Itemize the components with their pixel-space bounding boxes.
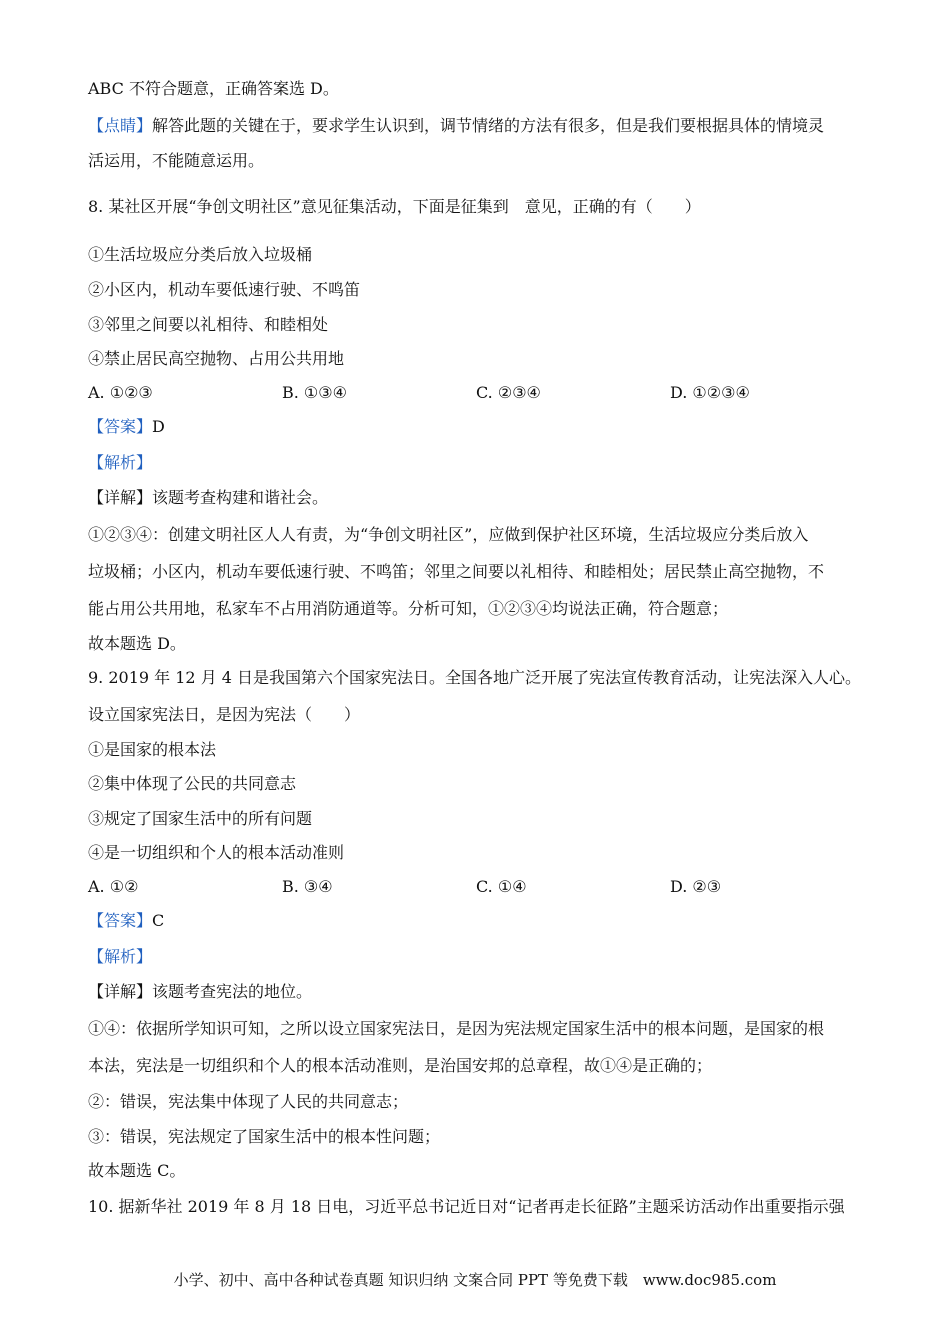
q8-jiexi-tag: 【解析】 bbox=[88, 453, 153, 472]
q8-option-c: C. ②③④ bbox=[476, 383, 541, 402]
dianjing-tag: 【点睛】 bbox=[88, 116, 153, 135]
q9-statement-3: ③规定了国家生活中的所有问题 bbox=[88, 809, 313, 828]
q8-statement-4: ④禁止居民高空抛物、占用公共用地 bbox=[88, 349, 345, 368]
answer-value: D bbox=[152, 417, 165, 436]
q9-detail bbox=[88, 981, 312, 1003]
question-8-stem: 8. 某社区开展“争创文明社区”意见征集活动，下面是征集到 意见，正确的有（ ） bbox=[88, 197, 701, 216]
q8-option-b: B. ①③④ bbox=[282, 383, 347, 402]
q9-explanation-4: ③：错误，宪法规定了国家生活中的根本性问题； bbox=[88, 1127, 441, 1146]
q8-option-a: A. ①②③ bbox=[88, 383, 153, 402]
q8-statement-1: ①生活垃圾应分类后放入垃圾桶 bbox=[88, 245, 313, 264]
q9-statement-4: ④是一切组织和个人的根本活动准则 bbox=[88, 843, 345, 862]
q9-option-c: C. ①④ bbox=[476, 877, 527, 896]
q8-option-d: D. ①②③④ bbox=[670, 383, 750, 402]
q9-jiexi-tag: 【解析】 bbox=[88, 947, 153, 966]
text-line: 活运用，不能随意运用。 bbox=[88, 151, 265, 170]
q8-explanation-3: 能占用公共用地，私家车不占用消防通道等。分析可知，①②③④均说法正确，符合题意； bbox=[88, 599, 729, 618]
answer-value: C bbox=[152, 911, 165, 930]
q9-statement-2: ②集中体现了公民的共同意志 bbox=[88, 774, 297, 793]
answer-tag: 【答案】 bbox=[88, 911, 153, 930]
question-10-stem: 10. 据新华社 2019 年 8 月 18 日电，习近平总书记近日对“记者再走长征路”主题采访活动作出重要指示强 bbox=[88, 1197, 845, 1216]
q9-options bbox=[88, 876, 868, 898]
q8-conclusion: 故本题选 D。 bbox=[88, 634, 186, 653]
detail-tag: 【详解】 bbox=[88, 488, 153, 507]
detail-tag: 【详解】 bbox=[88, 982, 153, 1001]
dianjing-text: 解答此题的关键在于，要求学生认识到，调节情绪的方法有很多，但是我们要根据具体的情境灵 bbox=[152, 116, 825, 135]
detail-text: 该题考查宪法的地位。 bbox=[152, 982, 313, 1001]
q9-option-b: B. ③④ bbox=[282, 877, 333, 896]
q9-option-d: D. ②③ bbox=[670, 877, 722, 896]
question-9-stem-cont: 设立国家宪法日，是因为宪法（ ） bbox=[88, 705, 361, 724]
detail-text: 该题考查构建和谐社会。 bbox=[152, 488, 329, 507]
q8-statement-2: ②小区内，机动车要低速行驶、不鸣笛 bbox=[88, 280, 361, 299]
q8-explanation-2: 垃圾桶；小区内，机动车要低速行驶、不鸣笛；邻里之间要以礼相待、和睦相处；居民禁止高空抛物，不 bbox=[88, 562, 825, 581]
page-footer: 小学、初中、高中各种试卷真题 知识归纳 文案合同 PPT 等免费下载 www.doc985.com bbox=[173, 1271, 777, 1289]
q8-detail bbox=[88, 487, 328, 509]
q9-explanation-1: ①④：依据所学知识可知，之所以设立国家宪法日，是因为宪法规定国家生活中的根本问题，是国家的根 bbox=[88, 1019, 825, 1038]
question-9-stem: 9. 2019 年 12 月 4 日是我国第六个国家宪法日。全国各地广泛开展了宪法宣传教育活动，让宪法深入人心。 bbox=[88, 668, 862, 687]
q9-option-a: A. ①② bbox=[88, 877, 139, 896]
q9-explanation-2: 本法，宪法是一切组织和个人的根本活动准则，是治国安邦的总章程，故①④是正确的； bbox=[88, 1056, 713, 1075]
answer-tag: 【答案】 bbox=[88, 417, 153, 436]
q8-explanation-1: ①②③④：创建文明社区人人有责，为“争创文明社区”，应做到保护社区环境，生活垃圾应分类后放入 bbox=[88, 525, 809, 544]
q9-statement-1: ①是国家的根本法 bbox=[88, 740, 217, 759]
q8-answer bbox=[88, 416, 165, 438]
q9-conclusion: 故本题选 C。 bbox=[88, 1161, 186, 1180]
q8-statement-3: ③邻里之间要以礼相待、和睦相处 bbox=[88, 315, 329, 334]
q8-options bbox=[88, 382, 868, 404]
dianjing-paragraph bbox=[88, 115, 824, 137]
q9-answer bbox=[88, 910, 164, 932]
text-line: ABC 不符合题意，正确答案选 D。 bbox=[88, 79, 339, 98]
q9-explanation-3: ②：错误，宪法集中体现了人民的共同意志； bbox=[88, 1092, 409, 1111]
